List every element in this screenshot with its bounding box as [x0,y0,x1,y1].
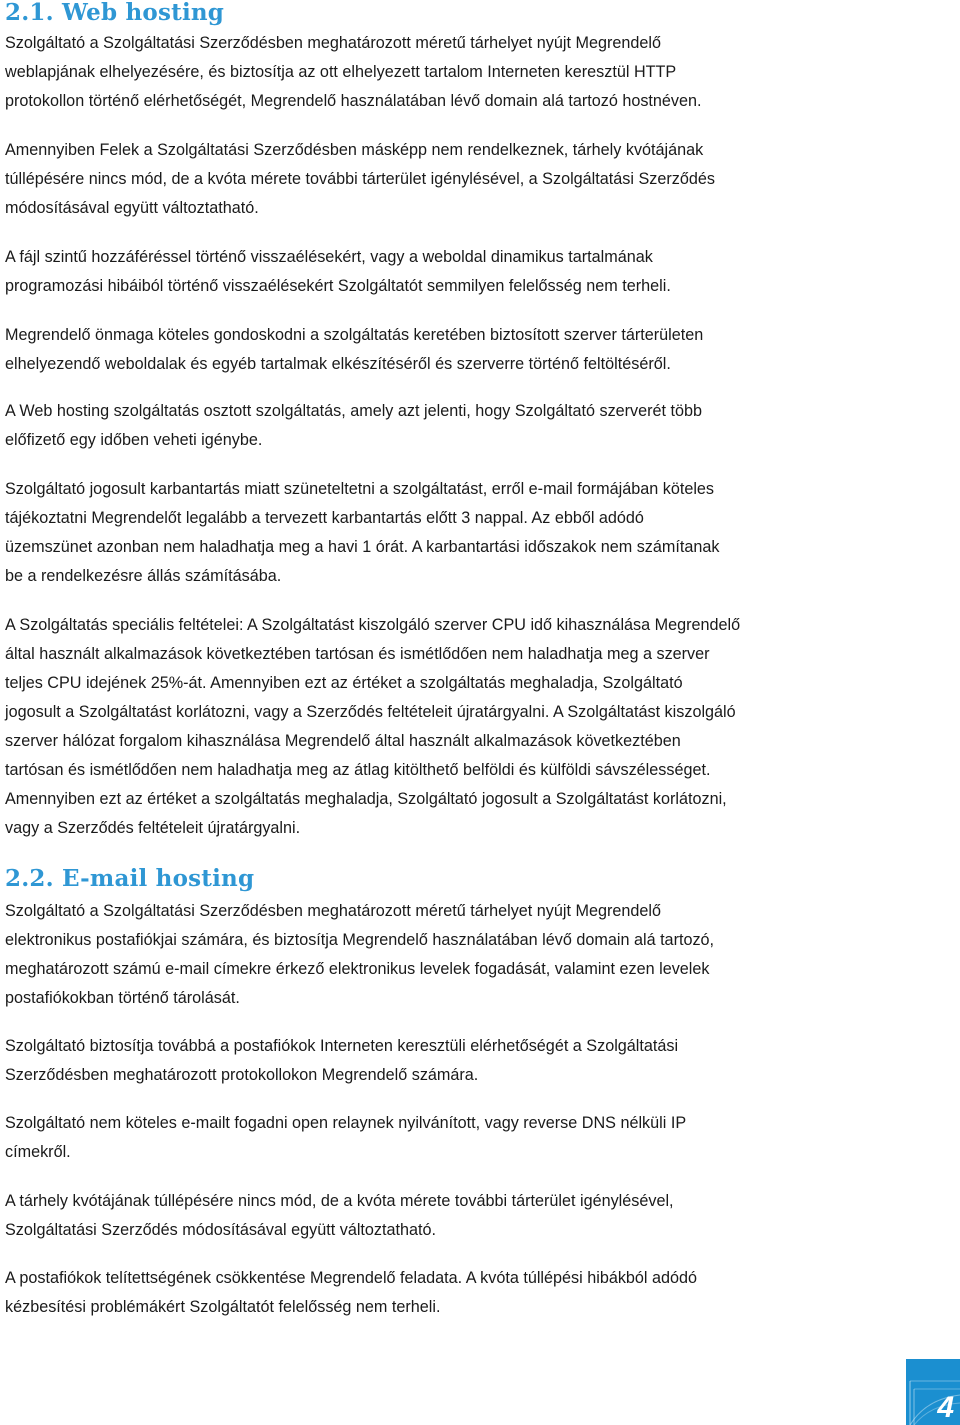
paragraph: Szolgáltató a Szolgáltatási Szerződésben meghatározott méretű tárhelyet nyújt Megrendelő elektronikus postafiókjai számára, és biztosítja Megrendelő használatában lévő domain alá tartozó, meghatározott számú e-mail címekre érkező elektronikus levelek fogadását, valamint ezen levelek postafiókokban történő tárolását. [5,902,715,1007]
paragraph: Amennyiben Felek a Szolgáltatási Szerződésben másképp nem rendelkeznek, tárhely kvótájának túllépésére nincs mód, de a kvóta mérete további tárterület igénylésével, a Szolgáltatási Szerződés módosításával együtt változtatható. [5,141,715,217]
paragraph: A Web hosting szolgáltatás osztott szolgáltatás, amely azt jelenti, hogy Szolgáltató szerverét több előfizető egy időben veheti igénybe. [5,402,703,449]
paragraph: A postafiókok telítettségének csökkentése Megrendelő feladata. A kvóta túllépési hibákból adódó kézbesítési problémákért Szolgáltatót felelősség nem terheli. [5,1269,698,1316]
page-number-badge [906,1359,960,1425]
paragraph: A Szolgáltatás speciális feltételei: A Szolgáltatást kiszolgáló szerver CPU idő kihasználása Megrendelő által használt alkalmazások következtében tartósan és ismétlődően nem haladhatja meg a szerver teljes CPU idejének 25%-át. Amennyiben ezt az értéket a szolgáltatás meghaladja, Szolgáltató jogosult a Szolgáltatást korlátozni, vagy a Szerződés feltételeit újratárgyalni. A Szolgáltatást kiszolgáló szerver hálózat forgalom kihasználása Megrendelő által használt alkalmazások következtében tartósan és ismétlődően nem haladhatja meg az átlag kitölthető belföldi és külföldi sávszélességet. Amennyiben ezt az értéket a szolgáltatás meghaladja, Szolgáltató jogosult a Szolgáltatást korlátozni, vagy a Szerződés feltételeit újratárgyalni. [5,616,741,837]
section-heading-email-hosting: 2.2. E-mail hosting [5,865,255,892]
paragraph: Szolgáltató a Szolgáltatási Szerződésben meghatározott méretű tárhelyet nyújt Megrendelő weblapjának elhelyezésére, és biztosítja az ott elhelyezett tartalom Interneten keresztül HTTP protokollon történő elérhetőségét, Megrendelő használatában lévő domain alá tartozó hostnéven. [5,34,702,110]
paragraph: A tárhely kvótájának túllépésére nincs mód, de a kvóta mérete további tárterület igénylésével, Szolgáltatási Szerződés módosításával együtt változtatható. [5,1192,674,1239]
paragraph: Megrendelő önmaga köteles gondoskodni a szolgáltatás keretében biztosított szerver tárterületen elhelyezendő weboldalak és egyéb tartalmak elkészítéséről és szerverre történő feltöltéséről. [5,326,704,373]
paragraph: Szolgáltató biztosítja továbbá a postafiókok Interneten keresztüli elérhetőségét a Szolgáltatási Szerződésben meghatározott protokollokon Megrendelő számára. [5,1037,679,1084]
page-number: 4 [937,1391,954,1424]
paragraph: A fájl szintű hozzáféréssel történő visszaélésekért, vagy a weboldal dinamikus tartalmának programozási hibáiból történő visszaélésekért Szolgáltatót semmilyen felelősség nem terheli. [5,248,671,295]
section-heading-web-hosting: 2.1. Web hosting [5,0,225,26]
paragraph: Szolgáltató nem köteles e-mailt fogadni open relaynek nyilvánított, vagy reverse DNS nélküli IP címekről. [5,1114,687,1161]
paragraph: Szolgáltató jogosult karbantartás miatt szüneteltetni a szolgáltatást, erről e-mail formájában köteles tájékoztatni Megrendelőt legalább a tervezett karbantartás előtt 3 nappal. Az ebből adódó üzemszünet azonban nem haladhatja meg a havi 1 órát. A karbantartási időszakok nem számítanak be a rendelkezésre állás számításába. [5,480,720,585]
